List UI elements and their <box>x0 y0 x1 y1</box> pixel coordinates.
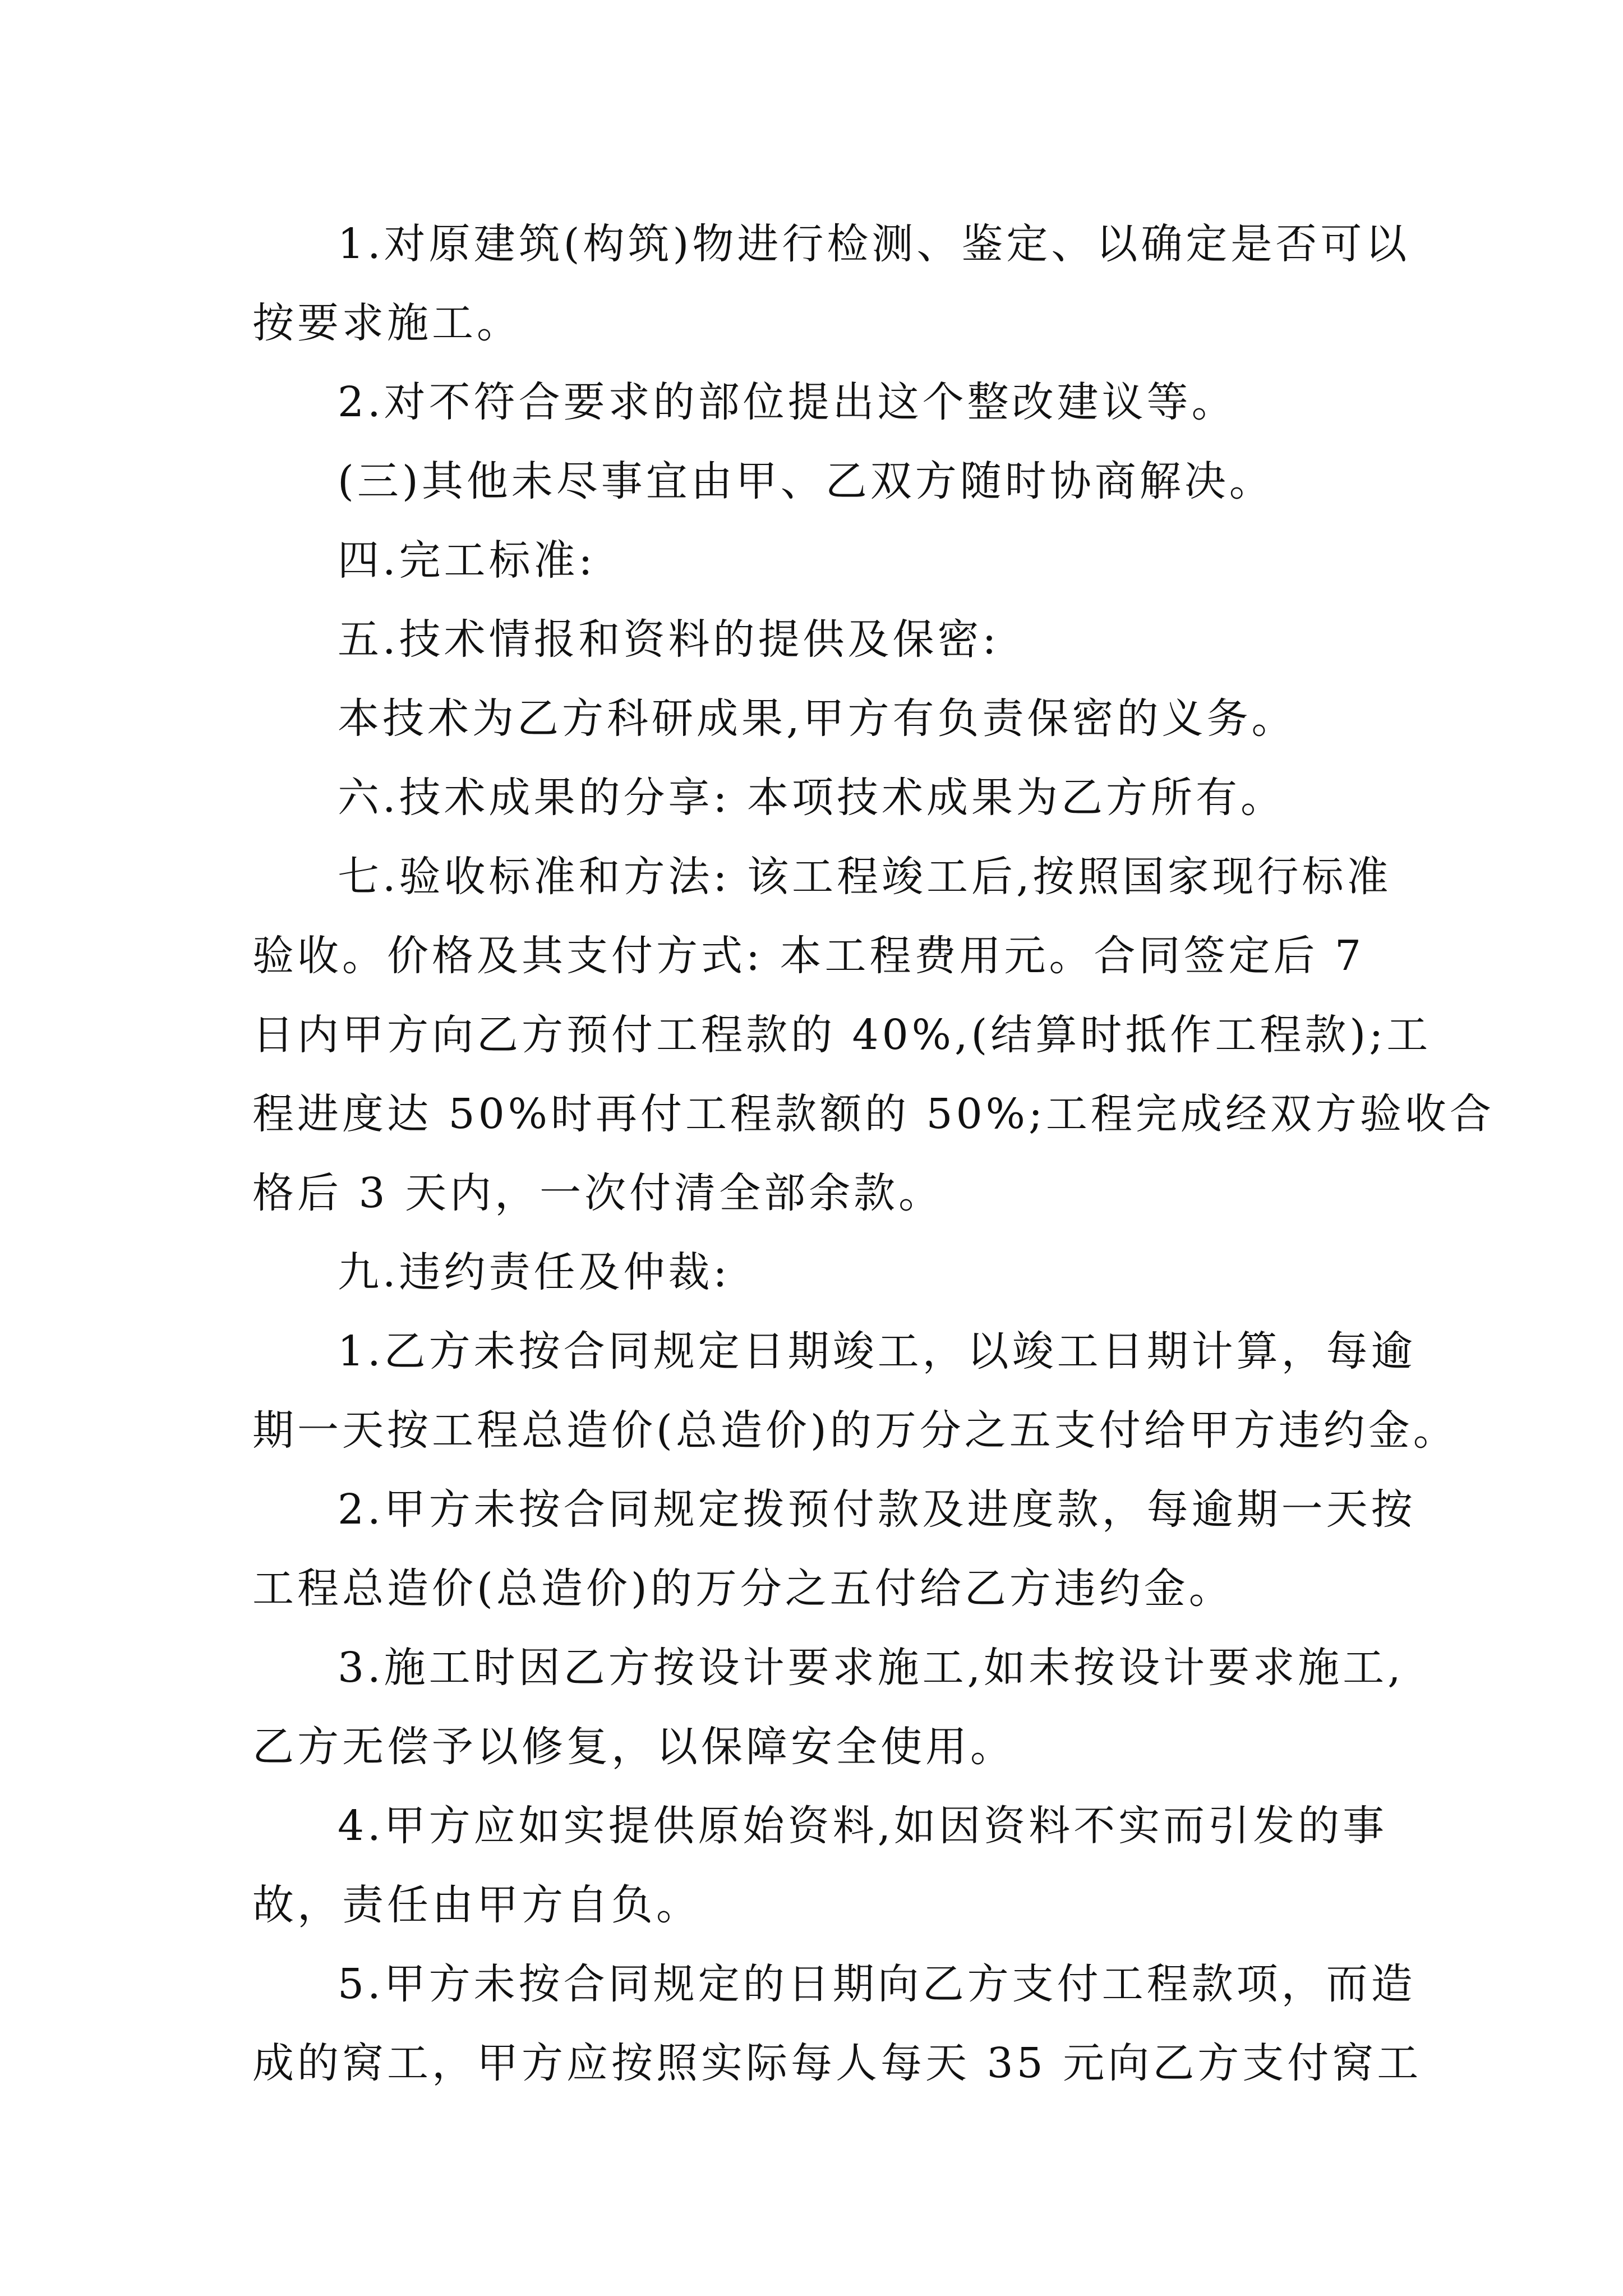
document-body <box>252 205 1495 2103</box>
liability-item-2 <box>252 1470 1416 1628</box>
paragraph-line: 乙方无偿予以修复，以保障安全使用。 <box>252 1723 1015 1771</box>
paragraph-line: 2.甲方未按合同规定拨预付款及进度款，每逾期一天按 <box>338 1485 1416 1534</box>
paragraph-line: 按要求施工。 <box>252 299 522 347</box>
paragraph-line: 九.违约责任及仲裁: <box>338 1248 731 1296</box>
paragraph-3 <box>252 442 1380 521</box>
section-heading-confidentiality <box>252 600 1380 679</box>
paragraph-confidentiality <box>252 679 1380 758</box>
paragraph-line: 期一天按工程总造价(总造价)的万分之五支付给甲方违约金。 <box>252 1406 1458 1455</box>
paragraph-line: (三)其他未尽事宜由甲、乙双方随时协商解决。 <box>338 457 1274 505</box>
paragraph-line: 1.乙方未按合同规定日期竣工，以竣工日期计算，每逾 <box>338 1327 1416 1375</box>
paragraph-line: 六.技术成果的分享: 本项技术成果为乙方所有。 <box>338 774 1285 822</box>
paragraph-line: 格后 3 天内，一次付清全部余款。 <box>252 1169 944 1217</box>
paragraph-line: 5.甲方未按合同规定的日期向乙方支付工程款项，而造 <box>338 1960 1416 2008</box>
paragraph-line: 七.验收标准和方法: 该工程竣工后,按照国家现行标准 <box>338 853 1392 901</box>
paragraph-line: 四.完工标准: <box>338 536 596 585</box>
paragraph-line: 故，责任由甲方自负。 <box>252 1881 701 1929</box>
paragraph-acceptance-payment <box>252 838 1495 1233</box>
paragraph-line: 本技术为乙方科研成果,甲方有负责保密的义务。 <box>338 694 1297 743</box>
paragraph-line: 五.技术情报和资料的提供及保密: <box>338 615 1000 664</box>
paragraph-line: 4.甲方应如实提供原始资料,如因资料不实而引发的事 <box>338 1802 1388 1850</box>
paragraph-tech-results <box>252 758 1380 838</box>
section-heading-liability <box>252 1233 1380 1312</box>
paragraph-line: 工程总造价(总造价)的万分之五付给乙方违约金。 <box>252 1565 1234 1613</box>
paragraph-line: 程进度达 50%时再付工程款额的 50%;工程完成经双方验收合 <box>252 1090 1495 1138</box>
paragraph-line: 1.对原建筑(构筑)物进行检测、鉴定、以确定是否可以 <box>338 220 1410 268</box>
paragraph-1 <box>252 205 1410 363</box>
paragraph-2 <box>252 363 1380 442</box>
paragraph-line: 日内甲方向乙方预付工程款的 40%,(结算时抵作工程款);工 <box>252 1011 1432 1059</box>
liability-item-4 <box>252 1787 1388 1945</box>
paragraph-line: 3.施工时因乙方按设计要求施工,如未按设计要求施工, <box>338 1644 1404 1692</box>
liability-item-5 <box>252 1945 1422 2103</box>
section-heading-completion-standard <box>252 521 1380 600</box>
liability-item-3 <box>252 1628 1404 1787</box>
paragraph-line: 成的窝工，甲方应按照实际每人每天 35 元向乙方支付窝工 <box>252 2039 1422 2087</box>
paragraph-line: 2.对不符合要求的部位提出这个整改建议等。 <box>338 378 1237 426</box>
paragraph-line: 验收。价格及其支付方式: 本工程费用元。合同签定后 7 <box>252 932 1365 980</box>
liability-item-1 <box>252 1312 1458 1470</box>
